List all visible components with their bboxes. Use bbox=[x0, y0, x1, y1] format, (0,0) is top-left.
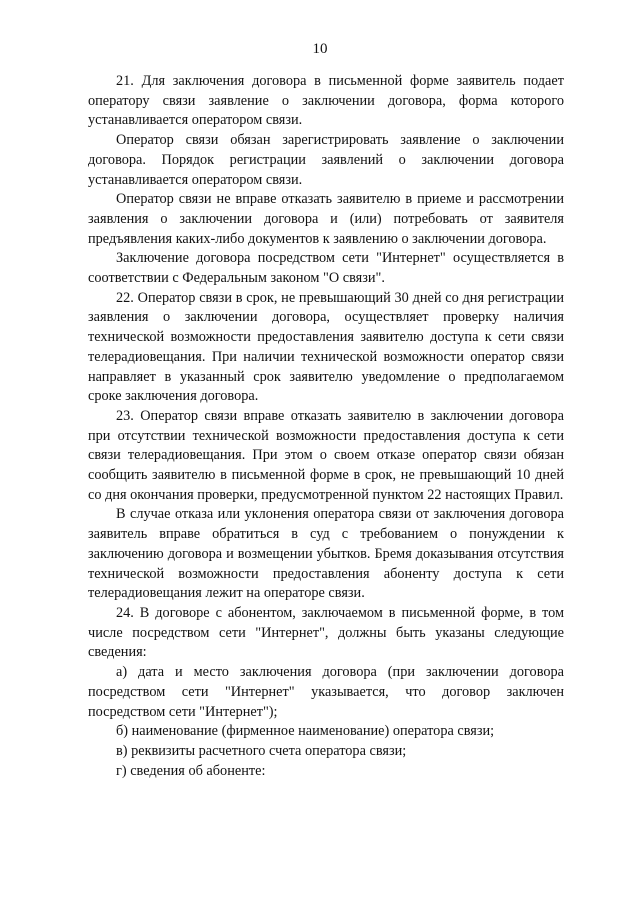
paragraph-refusal-court: В случае отказа или уклонения оператора связи от заключения договора заявитель вправе обратиться в суд с требованием о понуждении к заключению договора и возмещении убытков. Бремя доказывания отсутствия технической возможности предоставления абоненту доступа к сети телерадиовещания лежит на операторе связи. bbox=[88, 506, 564, 602]
paragraph-registration: Оператор связи обязан зарегистрировать заявление о заключении договора. Порядок регистрации заявлений о заключении договора устанавливается оператором связи. bbox=[88, 132, 564, 188]
list-item-a: а) дата и место заключения договора (при заключении договора посредством сети "Интернет" указывается, что договор заключен посредством сети "Интернет"); bbox=[88, 664, 564, 720]
document-body bbox=[88, 72, 564, 781]
page-number: 10 bbox=[312, 41, 328, 57]
list-item-g: г) сведения об абоненте: bbox=[116, 762, 266, 779]
paragraph-23: 23. Оператор связи вправе отказать заявителю в заключении договора при отсутствии технической возможности предоставления доступа к сети связи телерадиовещания. При этом о своем отказе оператор связи обязан сообщить заявителю в письменной форме в срок, не превышающий 10 дней со дня окончания проверки, предусмотренной пунктом 22 настоящих Правил. bbox=[88, 407, 564, 503]
list-item-b: б) наименование (фирменное наименование) оператора связи; bbox=[116, 723, 495, 740]
paragraph-21: 21. Для заключения договора в письменной форме заявитель подает оператору связи заявление о заключении договора, форма которого устанавливается оператором связи. bbox=[88, 73, 564, 129]
paragraph-no-refusal: Оператор связи не вправе отказать заявителю в приеме и рассмотрении заявления о заключении договора и (или) потребовать от заявителя предъявления каких-либо документов к заявлению о заключении договора. bbox=[88, 191, 564, 247]
paragraph-24: 24. В договоре с абонентом, заключаемом в письменной форме, в том числе посредством сети "Интернет", должны быть указаны следующие сведения: bbox=[88, 604, 564, 661]
paragraph-internet: Заключение договора посредством сети "Интернет" осуществляется в соответствии с Федеральным законом "О связи". bbox=[88, 250, 564, 287]
paragraph-22: 22. Оператор связи в срок, не превышающий 30 дней со дня регистрации заявления о заключении договора, осуществляет проверку наличия технической возможности предоставления заявителю доступа к сети связи телерадиовещания. При наличии технической возможности оператор связи направляет в указанный срок заявителю уведомление о предполагаемом сроке заключения договора. bbox=[88, 289, 564, 405]
list-item-v: в) реквизиты расчетного счета оператора связи; bbox=[116, 742, 407, 759]
